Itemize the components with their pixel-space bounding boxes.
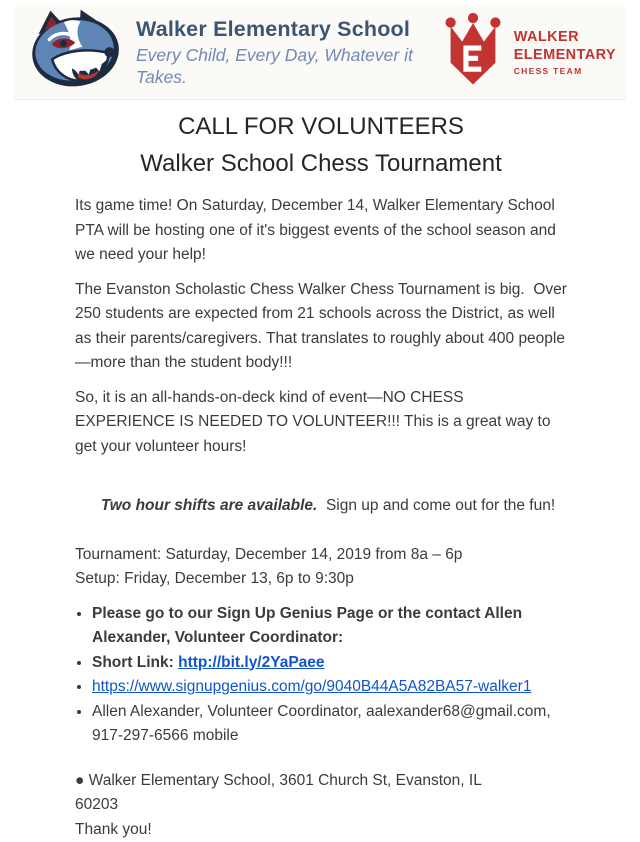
chess-team-wordmark — [514, 28, 616, 76]
footer-thanks: Thank you! — [75, 818, 567, 842]
sign-up-text: Sign up and come out for the fun! — [317, 497, 555, 514]
footer-block — [75, 769, 567, 842]
shifts-available-text: Two hour shifts are available. — [101, 497, 318, 514]
coordinator-contact-text: Allen Alexander, Volunteer Coordinator, aalexander68@gmail.com, 917-297-6566 mobile — [92, 703, 551, 745]
signup-genius-bullet — [92, 602, 567, 651]
tournament-schedule-line: Tournament: Saturday, December 14, 2019 from 8a – 6p — [75, 543, 567, 568]
footer-address: ● Walker Elementary School, 3601 Church St, Evanston, IL — [75, 769, 567, 794]
signupgenius-url-bullet — [92, 675, 567, 700]
tournament-size-paragraph: The Evanston Scholastic Chess Walker Chess Tournament is big. Over 250 students are expected from 21 schools across the District, as well as their parents/caregivers. That translates to roughly about 400 people—more than the student body!!! — [75, 278, 567, 376]
shift-info-block — [75, 469, 567, 592]
coordinator-contact-bullet — [92, 700, 567, 749]
chess-team-name-line1: WALKER — [514, 28, 616, 46]
signup-genius-text: Please go to our Sign Up Genius Page or the contact Allen Alexander, Volunteer Coordinator: — [92, 605, 522, 647]
no-experience-paragraph: So, it is an all-hands-on-deck kind of event—NO CHESS EXPERIENCE IS NEEDED TO VOLUNTEER!!! This is a great way to get your volunteer hours! — [75, 386, 567, 460]
page-title-line1: CALL FOR VOLUNTEERS — [75, 108, 567, 145]
chess-team-name-line3: CHESS TEAM — [514, 66, 616, 76]
short-link-label: Short Link: — [92, 654, 178, 671]
shifts-heading-line — [75, 469, 567, 543]
signupgenius-link[interactable]: https://www.signupgenius.com/go/9040B44A5A82BA57-walker1 — [92, 678, 531, 695]
footer-zip: 60203 — [75, 793, 567, 818]
chess-shield-icon — [441, 12, 505, 93]
chess-team-name-line2: ELEMENTARY — [514, 46, 616, 64]
chess-team-logo — [441, 12, 616, 93]
flyer-body — [75, 108, 567, 842]
wolf-mascot-icon — [22, 4, 132, 101]
volunteer-bullet-list — [75, 602, 567, 749]
setup-schedule-line: Setup: Friday, December 13, 6p to 9:30p — [75, 567, 567, 592]
intro-paragraph: Its game time! On Saturday, December 14, Walker Elementary School PTA will be hosting one of it's biggest events of the school season and we need your help! — [75, 194, 567, 268]
header-band — [14, 5, 626, 100]
page-title — [75, 108, 567, 182]
school-identity — [136, 17, 441, 88]
short-link[interactable]: http://bit.ly/2YaPaee — [178, 654, 324, 671]
school-name: Walker Elementary School — [136, 17, 441, 42]
short-link-bullet — [92, 651, 567, 676]
school-tagline: Every Child, Every Day, Whatever it Takes. — [136, 44, 441, 88]
page-title-line2: Walker School Chess Tournament — [75, 145, 567, 182]
